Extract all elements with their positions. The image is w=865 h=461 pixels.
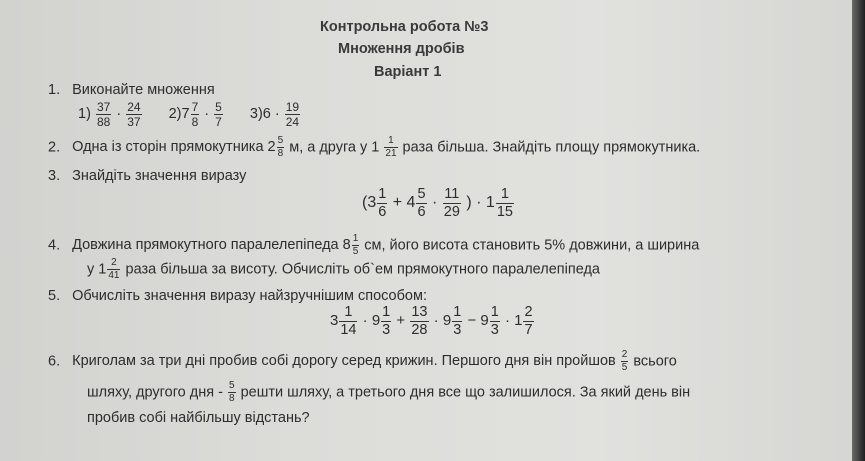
document-title: Контрольна робота №3 — [320, 19, 489, 35]
task-6: 6. Криголам за три дні пробив собі дорогу серед крижин. Першого дня він пройшов $\frac{2}{5}$ всього — [48, 349, 677, 373]
document-subtitle: Множення дробів — [338, 41, 465, 57]
variant-label: Варіант 1 — [374, 64, 442, 80]
task-3-expression: (3 $\frac{1}{6}$ + 4 $\frac{5}{6}$ · $\frac{11}{29}$ ) · 1 $\frac{1}{15}$ — [362, 186, 513, 220]
photo-edge — [852, 0, 865, 461]
fraction: $\frac{2}{41}$ — [108, 257, 120, 281]
fraction: $\frac{7}{8}$ — [191, 100, 199, 129]
task-4: 4. Довжина прямокутного паралелепіпеда 8 $\frac{1}{5}$ см, його висота становить 5% довжини, а ширина — [48, 233, 700, 257]
fraction: $\frac{5}{8}$ — [277, 135, 284, 159]
fraction: $\frac{1}{3}$ — [382, 304, 391, 338]
task-1 — [48, 82, 215, 98]
fraction: $\frac{37}{88}$ — [96, 100, 111, 129]
fraction: $\frac{2}{7}$ — [524, 304, 533, 338]
fraction: $\frac{1}{14}$ — [340, 304, 357, 338]
fraction: $\frac{1}{15}$ — [496, 186, 513, 220]
task-4-continued: у 1 $\frac{2}{41}$ раза більша за висоту. Обчисліть об`ем прямокутного паралелепіпеда — [87, 257, 600, 281]
sub-item-2: 2)7 $\frac{7}{8}$ · $\frac{5}{7}$ — [168, 100, 222, 129]
fraction: $\frac{2}{5}$ — [621, 349, 628, 373]
task-5 — [48, 288, 427, 304]
fraction: $\frac{11}{29}$ — [443, 186, 460, 220]
task-number: 1. — [48, 82, 61, 98]
fraction: $\frac{13}{28}$ — [411, 304, 428, 338]
task-text: Знайдіть значення виразу — [72, 168, 247, 184]
fraction: $\frac{1}{3}$ — [453, 304, 462, 338]
fraction: $\frac{19}{24}$ — [285, 100, 300, 129]
task-2: 2. Одна із сторін прямокутника 2 $\frac{5}{8}$ м, а друга у 1 $\frac{1}{21}$ раза більша. Знайдіть площу прямокутника. — [48, 135, 701, 159]
task-6-line-3: пробив собі найбільшу відстань? — [87, 410, 310, 426]
task-number: 4. — [48, 237, 61, 254]
fraction: $\frac{1}{6}$ — [378, 186, 387, 220]
fraction: $\frac{1}{21}$ — [385, 135, 397, 159]
fraction: $\frac{24}{37}$ — [127, 100, 141, 129]
sub-item-3: 3)6 · $\frac{19}{24}$ — [249, 100, 300, 129]
task-3 — [48, 168, 246, 184]
task-5-expression: 3 $\frac{1}{14}$ · 9 $\frac{1}{3}$ + $\frac{13}{28}$ · 9 $\frac{1}{3}$ − 9 $\frac{1}{3}$ · 1 $\frac{2}{7}$ — [330, 304, 533, 338]
fraction: $\frac{5}{8}$ — [228, 380, 235, 404]
task-number: 3. — [48, 168, 61, 184]
task-number: 5. — [48, 288, 61, 304]
task-1-expressions — [78, 101, 301, 128]
fraction: $\frac{1}{5}$ — [352, 233, 359, 257]
task-6-line-2: шляху, другого дня - $\frac{5}{8}$ решти шляху, а третього дня все що залишилося. За який день він — [87, 380, 691, 404]
task-number: 2. — [48, 139, 61, 156]
fraction: $\frac{5}{7}$ — [215, 100, 222, 129]
task-number: 6. — [48, 353, 61, 370]
task-text: Виконайте множення — [72, 82, 215, 98]
task-text: Обчисліть значення виразу найзручнішим способом: — [72, 288, 427, 304]
fraction: $\frac{1}{3}$ — [490, 304, 499, 338]
sub-item-1: 1) $\frac{37}{88}$ · $\frac{24}{37}$ — [78, 100, 141, 129]
fraction: $\frac{5}{6}$ — [417, 186, 426, 220]
